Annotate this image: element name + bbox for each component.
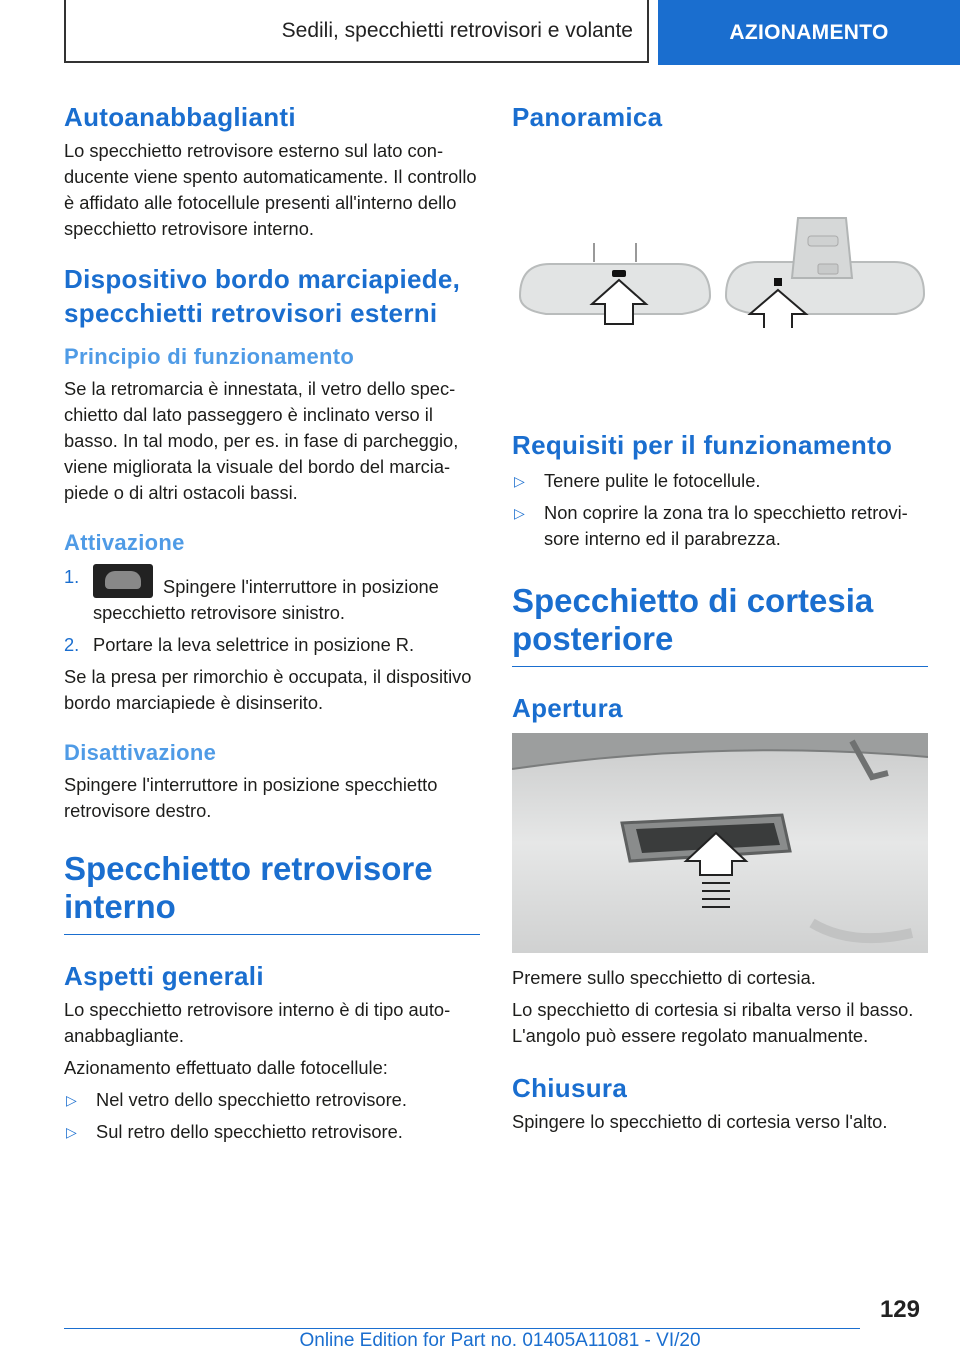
step-2-text: Portare la leva selettrice in posizione R. (93, 634, 415, 655)
mirror-switch-icon (93, 564, 153, 598)
para-autoanabbaglianti: Lo specchietto retrovisore esterno sul lato conducente viene spento automaticamente. Il controllo è affidato alle fotocellule presenti all'interno dello specchietto retrovisore interno. (64, 140, 477, 239)
heading-closing: Chiusura (512, 1073, 628, 1103)
para-trailer: Se la presa per rimorchio è occupata, il dispositivo bordo marciapiede è disinserito. (64, 666, 472, 713)
para-deactivation: Spingere l'interruttore in posizione specchietto retrovisore destro. (64, 774, 438, 821)
header-section-title (64, 0, 649, 63)
bullet-text: Tenere pulite le fotocellule. (544, 470, 761, 491)
list-item (512, 500, 928, 552)
bullet-marker-icon: ▷ (514, 505, 525, 521)
para-principle: Se la retromarcia è innestata, il vetro dello specchietto dal lato passeggero è inclinato verso il basso. In tal modo, per es. in fase di parcheggio, viene migliorata la visuale del bordo del marciapiede o di altri ostacoli bassi. (64, 378, 459, 503)
heading-activation: Attivazione (64, 530, 185, 555)
heading-overview: Panoramica (512, 102, 663, 132)
list-item (64, 1087, 482, 1113)
heading-requirements: Requisiti per il funzionamento (512, 430, 893, 460)
para-photocells: Azionamento effettuato dalle fotocellule: (64, 1057, 388, 1078)
bullet-text: Nel vetro dello specchietto retrovisore. (96, 1089, 407, 1110)
heading-principle: Principio di funzionamento (64, 344, 355, 369)
vanity-mirror-photo (512, 733, 928, 953)
para-general: Lo specchietto retrovisore interno è di tipo autoanabbagliante. (64, 999, 451, 1046)
bullet-text: Sul retro dello specchietto retrovisore. (96, 1121, 403, 1142)
heading-vanity-mirror: Specchietto di cortesia posteriore (512, 582, 874, 657)
bullet-marker-icon: ▷ (514, 473, 525, 489)
footer-divider (64, 1328, 860, 1329)
step-1-number: 1. (64, 566, 80, 587)
list-item (64, 1119, 482, 1145)
list-item (512, 468, 928, 494)
left-column (64, 100, 482, 1145)
header-chapter-label: AZIONAMENTO (729, 20, 889, 44)
para-open-2: Lo specchietto di cortesia si ribalta verso il basso. L'angolo può essere regolato manualmente. (512, 999, 914, 1046)
interior-mirror-illustration (512, 138, 928, 328)
step-2 (64, 632, 482, 658)
step-1 (64, 564, 482, 626)
heading-autoanabbaglianti: Autoanabbaglianti (64, 102, 296, 132)
heading-opening: Apertura (512, 693, 623, 723)
heading-interior-mirror: Specchietto retrovisore interno (64, 850, 433, 925)
header-chapter-tab (658, 0, 960, 65)
step-2-number: 2. (64, 634, 80, 655)
para-open-1: Premere sullo specchietto di cortesia. (512, 967, 816, 988)
bullet-text: Non coprire la zona tra lo specchietto retrovisore interno ed il parabrezza. (544, 502, 908, 549)
heading-deactivation: Disattivazione (64, 740, 217, 765)
header-section-label: Sedili, specchietti retrovisori e volante (281, 18, 633, 42)
bullet-marker-icon: ▷ (66, 1124, 77, 1140)
para-closing: Spingere lo specchietto di cortesia verso l'alto. (512, 1111, 888, 1132)
heading-general: Aspetti generali (64, 961, 264, 991)
section-interior-mirror (64, 850, 480, 935)
bullet-marker-icon: ▷ (66, 1092, 77, 1108)
page-number: 129 (879, 1296, 920, 1323)
heading-curb-device: Dispositivo bordo marciapiede, specchietti retrovisori esterni (64, 264, 461, 328)
footer-edition: Online Edition for Part no. 01405A11081 - VI/20 (299, 1330, 701, 1351)
right-column (512, 100, 928, 1135)
section-vanity-mirror (512, 582, 928, 667)
step-1-text: Spingere l'interruttore in posizione specchietto retrovisore sinistro. (93, 576, 439, 623)
